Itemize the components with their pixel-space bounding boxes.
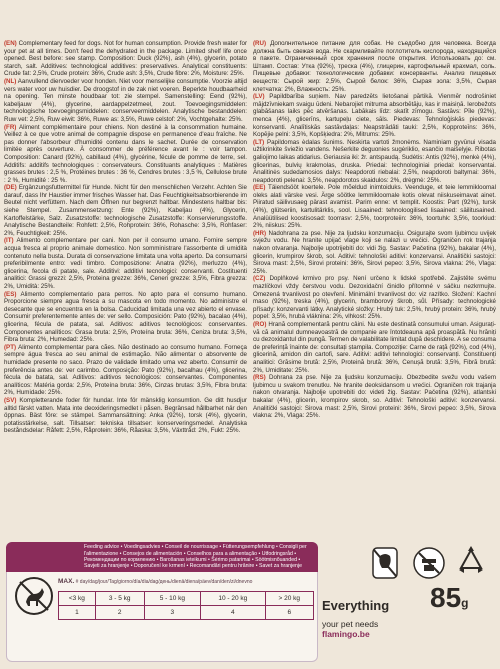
amount-cell: 2 xyxy=(95,606,144,620)
dog-portion-icon xyxy=(14,576,54,616)
language-tag: (ES) xyxy=(4,290,17,298)
language-text: Papildomas ėdalas šunims. Neskirta vartoti žmonėms. Naminiam gyvūnui visada užtikrinkite šviežio vandens. Nešerkite deguonies sugėriklio, esančio maišelyje. Ribotas galiojimo laikas atidarius. Geriausia iki: žr. antspaudą. Sudėtis: Antis (92%), menkė (4%), glicerinas, bulvių krakmolas, druska. Priedai: technologiniai priedai: konservantai. Analitinės sudedamosios dalys: Neapdoroti riebalai: 2,5%, neapdoroti baltymai: 36%, neapdoroti pelenai: 3,5%, neapdorotos skaidulos: 2%, drėgmė: 25%. xyxy=(253,138,496,184)
language-tag: (RU) xyxy=(253,40,267,47)
language-text: Aliment complémentaire pour chiens. Non destiné à la consommation humaine. Veillez à ce que votre animal de compagnie dispose en permanence d'eau fraîche. Ne pas donner l'absorbeur d'humidité contenu dans le sachet. Durée de conservation limitée après ouverture. À consommer de préférence avant le : voir tampon. Composition: Canard (92%), cabillaud (4%), glycérine, fécule de pomme de terre, sel. Additifs: additifs technologiques : conservateurs. Constituants analytiques : Matières grasses brutes : 2,5 %, Protéines brutes : 36 %, Cendres brutes : 3,5 %, Cellulose brute : 2 %, Humidité : 25 %. xyxy=(4,123,247,184)
feeding-advice-header: Feeding advice • Voedingsadvies • Conseil de nourrissage • Fütterungsempfehlung • Consigli per l'alimentazione • Consejos de alimentación • Conselhos para a alimentação • Utfodringsråd • Рекомендации по кормлению • Barošanas ieteikumi • Šėrimo patarimai • Söötmisnõuanded • Savjeti za hranjenje • Doporučení ke krmení • Recomandări pentru hrănire • Savet za hranjenje xyxy=(6,542,318,572)
language-paragraph xyxy=(4,237,247,290)
language-text: Дополнительное питание для собак. Не съедобно для человека. Всегда должна быть свежая вода. Не скармливайте поглотитель кислорода, находящийся в пакете. Ограниченный срок хранения после открытия. Использовать до: см. Штамп. Состав: Утка (92%), треска (4%), глицерин, картофельный крахмал, соль. Пищевые добавки: технологические добавки: консерванты. Анализ пищевых веществ: Сырой жир: 2,5%, Сырой белок: 36%, Сырая зола: 3,5%, Сырая клетчатка: 2%, Влажность: 25%. xyxy=(253,40,496,93)
language-tag: (LV) xyxy=(253,93,265,101)
language-text: Complementary feed for dogs. Not for human consumption. Provide fresh water for your pet at all times. Don't feed the dehydrated in the package. Limited shelf life once opened. Best before: see stamp. Composition: Duck (92%), ash (4%), glycerin, potato starch, salt. Additives: technological additives: preservatives. Analytical constituents: Crude fat: 2,5%, Crude protein: 36%, Crude ash: 3,5%, Crude fibre: 2%, Moisture: 25%. xyxy=(4,40,247,78)
weight-cell: > 20 kg xyxy=(265,592,313,606)
language-text: Kompletterande foder för hundar. Inte för mänsklig konsumtion. Ge ditt husdjur alltid färskt vatten. Mata inte deoxideringsmedlet i påsen. Begränsad hållbarhet när den öppnas. Bäst före: se stämpel. Sammansättning: Anka (92%), torsk (4%), glycerin, potatisstärkelse, salt. Tillsatser: tekniska tillsatser: konserveringsmedel. Analytiska beståndsdelar: Råfett: 2,5%, Råprotein: 36%, Råaska: 3,5%, Växttråd: 2%, Fukt: 25%. xyxy=(4,396,247,435)
language-paragraph xyxy=(4,78,247,124)
left-text-column xyxy=(4,40,247,540)
max-per-day-row xyxy=(58,578,314,585)
language-paragraph xyxy=(4,344,247,397)
language-tag: (SV) xyxy=(4,396,17,404)
net-weight xyxy=(430,582,469,614)
language-tag: (RS) xyxy=(253,374,266,382)
amount-cell: 1 xyxy=(59,606,96,620)
language-text: Nadohrana za pse. Nije za ljudsku konzumaciju. Osigurajte svom ljubimcu uvijek svježu vodu. Ne hranite upijač vlage koji se nalazi u vrećici. Ograničen rok trajanja nakon otvaranja. Najbolje upotrijebiti do: vidi žig. Sastav: Pačetina (92%), bakalar (4%), glicerin, krumpirov škrob, sol. Aditivi: tehnološki aditivi: konzervansi. Analitički sastojci: Sirova mast: 2,5%, Sirovi proteini: 36%, Sirovi pepeo: 3,5%, Sirova vlakna: 2%, Vlaga: 25%. xyxy=(253,229,496,275)
language-text: Ergänzungsfuttermittel für Hunde. Nicht für den menschlichen Verzehr. Achten Sie darauf, dass Ihr Haustier immer frisches Wasser hat. Das Feuchtigkeitsabsorbierende im Beutel nicht verfüttern. Nach dem Öffnen nur begrenzt haltbar. Mindestens haltbar bis: siehe Stempel. Zusammensetzung: Ente (92%), Kabeljau (4%), Glycerin, Kartoffelstärke, Salz. Zusatzstoffe: technologische Zusatzstoffe: Konservierungsstoffe. Analytische Bestandteile: Rohfett: 2,5%, Rohprotein: 36%, Rohasche: 3,5%, Rohfaser: 2%, Feuchtigkeit: 25%. xyxy=(4,184,247,237)
language-paragraph xyxy=(4,291,247,344)
language-text: Hrană complementară pentru câini. Nu este destinată consumului uman. Asigurați-vă că animalul dumneavoastră de companie are întotdeauna apă proaspătă. Nu hrăniți cu dezoxidantul din pungă. Termen de valabilitate limitat după deschidere. A se consuma de preferință înainte de: consultați ștampila. Compoziție: Carne de rață (92%), cod (4%), glicerină, amidon din cartofi, sare. Aditivi: aditivi tehnologici: conservanți. Constituenți analitici: Grăsime brută: 2,5%, Proteină brută: 36%, Cenușă brută: 3,5%, Fibră brută: 2%, Umiditate: 25%. xyxy=(253,320,496,374)
language-paragraph xyxy=(253,275,496,321)
language-tag: (IT) xyxy=(4,237,14,245)
weight-cell: 3 - 5 kg xyxy=(95,592,144,606)
amount-cell: 4 xyxy=(201,606,265,620)
language-tag: (CZ) xyxy=(253,275,266,283)
language-text: Alimento complementare per cani. Non per il consumo umano. Fornire sempre acqua fresca al proprio animale domestico. Non somministrare l'assorbente di umidità contenuto nella busta. Durata di conservazione limitata una volta aperto. Da consumarsi preferibilmente entro: vedi timbro. Composizione: Anatra (92%), merluzzo (4%), glicerina, fecola di patate, sale. Additivi: additivi tecnologici: conservanti. Costituenti analitici: Grassi grezzi: 2,5%, Proteina grezze: 36%, Ceneri grezze: 3,5%, Fibra grezza: 2%, Umidità: 25%. xyxy=(4,237,247,290)
language-paragraph xyxy=(253,139,496,185)
feeding-table xyxy=(58,591,314,620)
language-paragraph xyxy=(253,184,496,230)
amount-cell: 3 xyxy=(144,606,201,620)
packaging-icons xyxy=(320,544,496,586)
no-swallow-icon xyxy=(368,544,402,582)
weight-cell: <3 kg xyxy=(59,592,96,606)
language-paragraph xyxy=(253,321,496,374)
feeding-amounts-row xyxy=(59,606,314,620)
net-weight-value: 85 xyxy=(430,582,462,613)
language-tag: (DE) xyxy=(4,184,17,192)
right-text-column xyxy=(253,40,496,540)
weight-cell: 10 - 20 kg xyxy=(201,592,265,606)
weight-cell: 5 - 10 kg xyxy=(144,592,201,606)
max-per-day-text: # day/dag/jour/Tag/giorno/día/dia/dag/день/dienā/diena/päev/dan/den/zi/dnevno xyxy=(75,579,253,585)
slogan-sub-text: your pet needs xyxy=(322,619,379,629)
language-paragraph xyxy=(4,397,247,435)
bottom-panel xyxy=(0,542,500,669)
slogan-main: Everything xyxy=(322,598,390,613)
language-tag: (NL) xyxy=(4,77,17,85)
feeding-weights-row xyxy=(59,592,314,606)
brand-url: flamingo.be xyxy=(322,629,370,639)
language-paragraph xyxy=(253,230,496,276)
language-paragraph xyxy=(253,374,496,420)
language-tag: (PT) xyxy=(4,343,17,351)
language-text: Alimento complementar para cães. Não destinado ao consumo humano. Forneça sempre água fresca ao seu animal de estimação. Não alimentar o absorvente de humidade presente no saco. Prazo de validade limitado uma vez aberto. Consumir de preferência antes de: ver carimbo. Composição: Pato (92%), bacalhau (4%), glicerina, fécula de batata, sal. Aditivos: aditivos tecnológicos: conservantes. Componentes analíticos: Matéria gorda: 2,5%, Proteína bruta: 36%, Cinzas brutas: 3,5%, Fibra bruta: 2%, Humidade: 25%. xyxy=(4,343,247,397)
language-text: Aanvullend diervoeder voor honden. Niet voor menselijke consumptie. Voorzie altijd vers water voor uw huisdier. De droogstof in de zak niet voeren. Beperkte houdbaarheid na opening. Ten minste houdbaar tot: zie stempel. Samenstelling: Eend (92%), kabeljauw (4%), glycerine, aardappelzetmeel, zout. Toevoegingsmiddelen: technologische toevoegingsmiddelen: conserveermiddelen. Analytische bestanddelen: Ruw vet: 2,5%, Ruw eiwit: 36%, Ruwe as: 3,5%, Ruwe celstof: 2%, Vochtgehalte: 25%. xyxy=(4,77,247,123)
language-text: Täiendsööt koertele. Pole mõeldud inimtoiduks. Veenduge, et teie lemmikloomal oleks alati värske vesi. Ärge söötke lemmikloomale kotis olevat niiskuseimavat ainet. Piiratud säilivusaeg pärast avamist. Parim enne: vt templit. Koostis: Part (92%), tursk (4%), glütseriin, kartulitärklis, sool. Lisaained: tehnoloogilised lisaained: säilitusained. Analüütilised koostisosad: toorrasv: 2,5%, toorproteiin: 36%, toortuhk: 3,5%, toorkiud: 2%, niiskus: 25%. xyxy=(253,184,496,230)
net-weight-unit: g xyxy=(461,596,469,610)
amount-cell: 6 xyxy=(265,606,313,620)
slogan-sub xyxy=(322,619,422,639)
recycling-icon xyxy=(456,544,486,582)
language-paragraph xyxy=(4,124,247,185)
feeding-advice-box xyxy=(6,542,318,662)
language-text: Alimento complementario para perros. No apto para el consumo humano. Proporcione siempre agua fresca a su mascota en todo momento. No administre el desecante que se encuentra en la bolsa. Caducidad limitada una vez abierto el envase. Consumir preferentemente antes de: ver sello. Composición: Pato (92%), bacalao (4%), glicerina, fécula de patata, sal. Aditivos: aditivos tecnológicos: conservantes. Componentes analíticos: Grasa bruta: 2,5%, Proteína bruta: 36%, Ceniza bruta: 3,5%, Fibra bruta: 2%, Humedad: 25%. xyxy=(4,290,247,344)
language-tag: (EE) xyxy=(253,184,266,192)
language-paragraph xyxy=(4,184,247,237)
label-text-columns xyxy=(4,40,496,540)
slogan xyxy=(322,598,422,639)
language-tag: (FR) xyxy=(4,123,17,131)
max-label: MAX. xyxy=(58,578,75,585)
language-tag: (LT) xyxy=(253,138,265,146)
language-tag: (RO) xyxy=(253,320,267,328)
language-paragraph xyxy=(253,40,496,93)
language-paragraph xyxy=(4,40,247,78)
language-text: Dohrana za pse. Nije za ljudsku konzumaciju. Obezbedite svežu vodu vašem ljubimcu u svakom trenutku. Ne hranite deoksidansom u vrećici. Ograničen rok trajanja nakon otvaranja. Najbolje upotrebiti do: videti žig. Sastav: Pačetina (92%), atlantski bakalar (4%), glicerin, krompirov skrob, so. Aditivi: Tehnološki aditivi: konzervansi. Analitički sastojci: Sirova mast: 2,5%, Sirovi proteini: 36%, Sirovi pepeo: 3,5%, Sirova vlakna: 2%, Vlaga: 25%. xyxy=(253,374,496,420)
do-not-eat-icon xyxy=(412,544,446,582)
language-tag: (HR) xyxy=(253,229,267,237)
language-tag: (EN) xyxy=(4,40,17,47)
language-paragraph xyxy=(253,93,496,139)
language-text: Doplňkové krmivo pro psy. Není určeno k lidské spotřebě. Zajistěte svému mazlíčkovi vždy čerstvou vodu. Dezoxidační činidlo přítomné v sáčku nezkrmujte. Omezená trvanlivost po otevření. Minimální trvanlivost do: viz razítko. Složení: Kachní maso (92%), treska (4%), glycerin, bramborový škrob, sůl. Přísady: technologické přísady: konzervanti látky. Analytické složky: Hrubý tuk: 2,5%, hrubý protein: 36%, hrubý popel: 3,5%, hrubá vláknina: 2%, vlhkost: 25%. xyxy=(253,275,496,321)
language-text: Papildbarība suņiem. Nav paredzēts lietošanai pārtikā. Vienmēr nodrošiniet mājdzīvniekam svaigu ūdeni. Nebarojiet mitruma absorbētāju, kas ir maisiņā. Ierobežots glabāšanas laiks pēc atvēršanas. Labākais līdz: skatīt zīmogu. Sastāvs: Pīle (92%), menca (4%), glicerīns, kartupeļu ciete, sāls. Piedevas: Tehnoloģiskās piedevas: konservanti. Analītiskās sastāvdaļas: Neapstrādāti tauki: 2,5%, Kopproteīns: 36%, Kopējie pelni: 3,5%, Kopšķiedra: 2%, Mitrums: 25%. xyxy=(253,93,496,139)
